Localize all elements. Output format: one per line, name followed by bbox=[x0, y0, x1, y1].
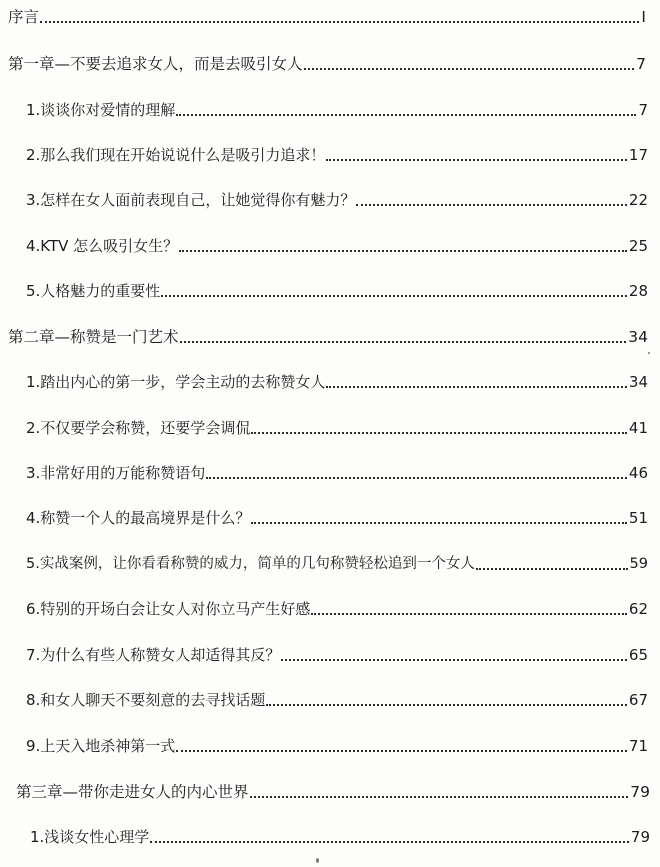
toc-entry-section[interactable] bbox=[26, 458, 648, 482]
toc-entry-section[interactable] bbox=[30, 822, 650, 846]
toc-entry-title: 2.不仅要学会称赞，还要学会调侃 bbox=[26, 419, 251, 437]
dot-leader bbox=[304, 68, 635, 70]
toc-entry-page: 65 bbox=[628, 646, 648, 664]
toc-entry-page: 46 bbox=[628, 464, 648, 482]
toc-entry-section[interactable] bbox=[26, 413, 648, 437]
dot-leader bbox=[206, 477, 627, 479]
toc-entry-title: 9.上天入地杀神第一式 bbox=[26, 737, 176, 755]
toc-entry-title: 4.称赞一个人的最高境界是什么？ bbox=[26, 509, 251, 527]
toc-entry-title: 第三章—带你走进女人的内心世界 bbox=[16, 783, 249, 801]
toc-entry-title: 6.特别的开场白会让女人对你立马产生好感 bbox=[26, 600, 311, 618]
toc-entry-section[interactable] bbox=[26, 185, 648, 209]
dot-leader bbox=[356, 204, 627, 206]
toc-entry-page: 62 bbox=[628, 600, 648, 618]
dot-leader bbox=[150, 841, 629, 843]
toc-entry-section[interactable] bbox=[26, 549, 648, 573]
toc-entry-title: 4.KTV 怎么吸引女生？ bbox=[26, 237, 179, 255]
toc-entry-page: 28 bbox=[628, 282, 648, 300]
toc-entry-page: 22 bbox=[628, 191, 648, 209]
dot-leader bbox=[250, 796, 629, 798]
toc-entry-page: 7 bbox=[638, 101, 648, 119]
toc-entry-page: 7 bbox=[636, 55, 646, 73]
toc-entry-title: 5.实战案例，让你看看称赞的威力，简单的几句称赞轻松追到一个女人 bbox=[26, 556, 475, 572]
toc-entry-page: 51 bbox=[628, 509, 648, 527]
scan-speck bbox=[316, 858, 319, 863]
toc-entry-section[interactable] bbox=[26, 140, 648, 164]
dot-leader bbox=[251, 522, 627, 524]
toc-entry-page: 59 bbox=[629, 556, 648, 572]
toc-entry-chapter-2[interactable] bbox=[8, 322, 648, 346]
toc-entry-title: 3.怎样在女人面前表现自己，让她觉得你有魅力？ bbox=[26, 191, 356, 209]
toc-entry-title: 1.踏出内心的第一步，学会主动的去称赞女人 bbox=[26, 373, 326, 391]
dot-leader bbox=[326, 386, 627, 388]
dot-leader bbox=[326, 159, 627, 161]
dot-leader bbox=[40, 21, 639, 23]
toc-entry-section[interactable] bbox=[26, 503, 648, 527]
toc-entry-page: 34 bbox=[628, 373, 648, 391]
toc-entry-section[interactable] bbox=[26, 731, 648, 755]
toc-entry-title: 序言 bbox=[8, 8, 40, 26]
toc-entry-title: 第一章—不要去追求女人，而是去吸引女人 bbox=[8, 55, 303, 73]
dot-leader bbox=[251, 432, 627, 434]
dot-leader bbox=[180, 341, 627, 343]
toc-entry-section[interactable] bbox=[26, 685, 648, 709]
toc-entry-title: 3.非常好用的万能称赞语句 bbox=[26, 464, 206, 482]
toc-entry-page: 79 bbox=[630, 828, 650, 846]
toc-entry-title: 1.谈谈你对爱情的理解 bbox=[26, 101, 176, 119]
toc-entry-section[interactable] bbox=[26, 95, 648, 119]
dot-leader bbox=[281, 659, 627, 661]
toc-entry-title: 8.和女人聊天不要刻意的去寻找话题 bbox=[26, 691, 266, 709]
dot-leader bbox=[476, 568, 628, 570]
toc-entry-title: 5.人格魅力的重要性 bbox=[26, 282, 161, 300]
dot-leader bbox=[311, 613, 627, 615]
toc-entry-page: 34 bbox=[628, 328, 648, 346]
toc-entry-page: 71 bbox=[628, 737, 648, 755]
toc-entry-page: 79 bbox=[630, 783, 650, 801]
toc-entry-section[interactable] bbox=[26, 367, 648, 391]
dot-leader bbox=[161, 295, 627, 297]
toc-entry-page: 17 bbox=[628, 146, 648, 164]
scan-speck bbox=[648, 352, 650, 354]
toc-entry-chapter-3[interactable] bbox=[16, 777, 650, 801]
toc-entry-page: 67 bbox=[628, 691, 648, 709]
toc-entry-section[interactable] bbox=[26, 276, 648, 300]
toc-entry-chapter-1[interactable] bbox=[8, 49, 646, 73]
toc-entry-title: 1.浅谈女性心理学 bbox=[30, 828, 150, 846]
toc-entry-section[interactable] bbox=[26, 594, 648, 618]
dot-leader bbox=[176, 750, 627, 752]
dot-leader bbox=[176, 114, 636, 116]
toc-entry-page: 41 bbox=[628, 419, 648, 437]
toc-entry-title: 7.为什么有些人称赞女人却适得其反？ bbox=[26, 646, 281, 664]
toc-entry-section[interactable] bbox=[26, 640, 648, 664]
dot-leader bbox=[266, 704, 627, 706]
toc-entry-section[interactable] bbox=[26, 231, 648, 255]
toc-entry-title: 2.那么我们现在开始说说什么是吸引力追求！ bbox=[26, 146, 326, 164]
toc-entry-page: I bbox=[641, 8, 646, 26]
toc-entry-preface[interactable] bbox=[8, 2, 646, 26]
toc-entry-title: 第二章—称赞是一门艺术 bbox=[8, 328, 179, 346]
toc-entry-page: 25 bbox=[628, 237, 648, 255]
dot-leader bbox=[179, 250, 627, 252]
